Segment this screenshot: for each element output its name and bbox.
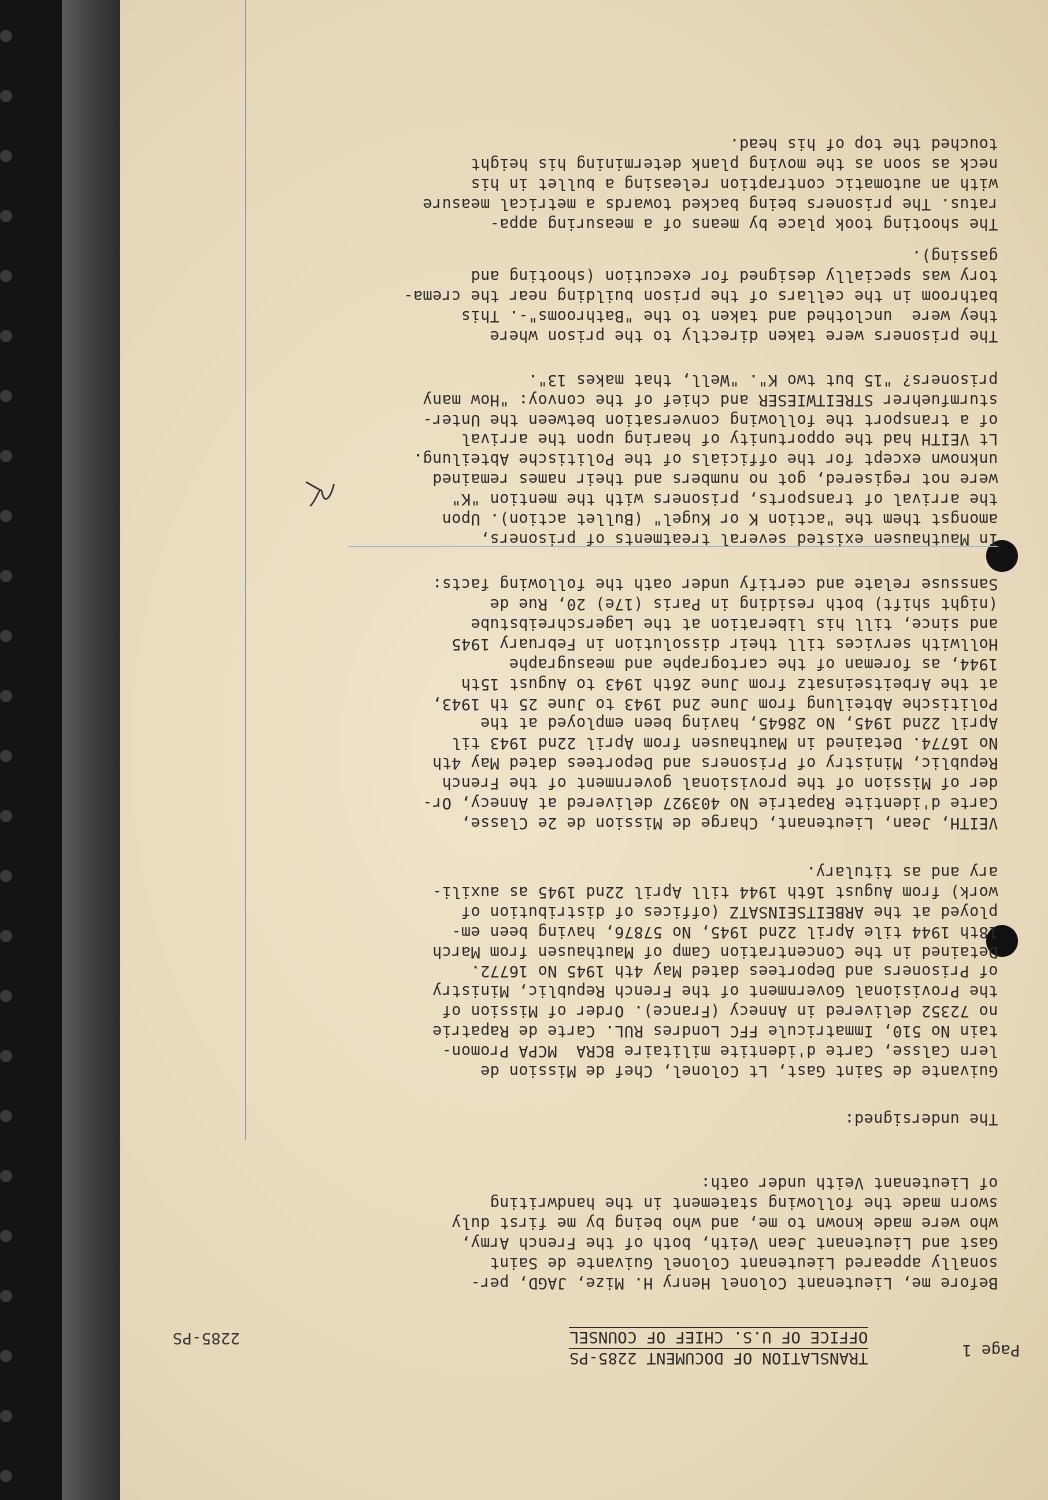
text-line: Sanssuse relate and certify under oath the following facts:	[432, 575, 998, 594]
text-line: no 72352 delivered in Annecy (France). Order of Mission of	[441, 1002, 998, 1021]
text-line: The prisoners were taken directly to the prison where	[489, 327, 998, 345]
binder-hole	[0, 1410, 12, 1422]
binder-hole	[0, 330, 12, 342]
document-code: 2285-PS	[172, 1329, 240, 1348]
heading-line-2: OFFICE OF U.S. CHIEF OF COUNSEL	[569, 1328, 868, 1347]
text-line: they were unclothed and taken to the "Bathrooms"-. This	[461, 307, 998, 326]
text-line: Gast and Lieutenant Jean Veith, both of the French Army,	[461, 1234, 998, 1253]
text-line: the arrival of transports, prisoners with the mention "K"	[451, 490, 998, 509]
margin-rule-horizontal	[348, 546, 998, 547]
text-line: sturmfuehrer STREITWIESER and chief of the convoy: "How many	[422, 390, 998, 409]
text-line: at the Arbeitseinsatz from June 26th 1943 to August 15th	[461, 674, 998, 693]
document-heading	[569, 1327, 868, 1368]
text-line: tory was specially designed for execution (shooting and	[470, 267, 998, 286]
text-line: sworn made the following statement in the handwriting	[489, 1194, 998, 1213]
binder-hole	[0, 390, 12, 402]
binder-hole	[0, 690, 12, 702]
paragraph-intro	[238, 1173, 998, 1292]
text-line: 1944, as foreman of the cartographe and measugraphe	[509, 654, 998, 673]
text-line: gassing).	[911, 247, 998, 266]
binder-hole	[0, 990, 12, 1002]
text-line: lern Calsse, Carte d'identite militaire BCRA MCPA Promon-	[441, 1042, 998, 1061]
binder-hole	[0, 810, 12, 822]
text-line: who were made known to me, and who being by me first duly	[451, 1214, 998, 1233]
binder-hole	[0, 150, 12, 162]
text-line: and since, till his liberation at the Lagerschreibstube	[470, 614, 998, 633]
text-line: Republic, Ministry of Prisoners and Deportees dated May 4th	[432, 754, 998, 773]
binder-hole	[0, 630, 12, 642]
text-line: neck as soon as the moving plank determining his height	[470, 155, 998, 174]
binder-hole	[0, 930, 12, 942]
paragraph-veith	[238, 573, 998, 832]
text-line: 18th 1944 tile April 22nd 1945, No 57876, having been em-	[451, 922, 998, 941]
text-line: of Prisoners and Deportees dated May 4th 1945 No 16772.	[470, 962, 998, 981]
text-line: Guivante de Saint Gast, Lt Colonel, Chef de Mission de	[480, 1062, 998, 1080]
binder-hole	[0, 750, 12, 762]
text-line: work) from August 16th 1944 till April 22nd 1945 as auxili-	[432, 882, 998, 901]
binder-hole	[0, 1470, 12, 1482]
text-line: In Mauthausen existed several treatments of prisoners,	[480, 530, 998, 548]
text-line: of Lieutenant Veith under oath:	[700, 1174, 998, 1193]
text-line: sonally appeared Lieutenant Colonel Guivante de Saint	[489, 1254, 998, 1273]
text-line: were not regisered, got no numbers and their names remained	[432, 470, 998, 489]
text-line: tain No 510, Immatricule FFC Londres RUL. Carte de Rapatrie	[432, 1022, 998, 1041]
text-line: No 16774. Detained in Mauthausen from April 22nd 1943 til	[451, 734, 998, 753]
text-line: Lt VEITH had the opportunity of hearing upon the arrival	[461, 430, 998, 449]
heading-line-1: TRANSLATION OF DOCUMENT 2285-PS	[569, 1349, 868, 1368]
text-line: unknown except for the officials of the Politische Abteilung.	[413, 450, 998, 469]
binder-hole	[0, 210, 12, 222]
text-line: touched the top of his head.	[729, 135, 998, 154]
binder-hole	[0, 510, 12, 522]
paragraph-undersigned	[238, 1108, 998, 1128]
binder-hole	[0, 30, 12, 42]
binder-hole	[0, 450, 12, 462]
text-line: Before me, Lieutenant Colonel Henry H. Mize, JAGD, per-	[470, 1274, 998, 1292]
binder-edge	[62, 0, 120, 1500]
text-line: bathroom in the cellars of the prison building near the crema-	[403, 287, 998, 306]
binder-hole	[0, 570, 12, 582]
text-line: Carte d'identite Rapatrie No 403927 delivered at Annecy, Or-	[422, 794, 998, 813]
binder-hole	[0, 270, 12, 282]
text-line: amongst them the "action K or Kugel" (Bullet action). Upon	[441, 510, 998, 529]
binder-hole	[0, 1290, 12, 1302]
paragraph-shooting	[238, 133, 998, 233]
binder-hole	[0, 870, 12, 882]
text-line: VEITH, Jean, Lieutenant, Charge de Mission de 2e Classe,	[461, 814, 998, 832]
text-line: der of Mission of the provisional government of the French	[441, 774, 998, 793]
paragraph-prison	[238, 245, 998, 345]
binder-hole	[0, 90, 12, 102]
text-line: ployed at the ARBEITSEINSATZ (offices of distribution of	[461, 902, 998, 921]
document-body-rotated	[120, 0, 1048, 1500]
text-line: The shooting took place by means of a measuring appa-	[489, 215, 998, 233]
text-line: (night shift) both residing in Paris (17e) 20, Rue de	[489, 595, 998, 614]
text-line: Politische Abteilung from June 2nd 1943 to June 25 th 1943,	[432, 694, 998, 713]
text-line: ary and as titulary.	[806, 862, 998, 881]
text-line: The undersigned:	[844, 1110, 998, 1128]
text-line: April 22nd 1945, No 28645, having been employed at the	[480, 714, 998, 733]
page-number: Page 1	[962, 1341, 1020, 1360]
binder-hole	[0, 1050, 12, 1062]
handwritten-initial-icon	[300, 474, 340, 514]
binder-hole	[0, 1170, 12, 1182]
text-line: Hollwith services till their dissolution in February 1945	[451, 634, 998, 653]
paragraph-guivante	[238, 861, 998, 1080]
text-line: Detained in the Concentration Camp of Mauthausen from March	[432, 942, 998, 961]
text-line: with an automatic contraption releasing a bullet in his	[470, 175, 998, 194]
text-line: prisoners? "15 but two K". "Well, that makes 13".	[528, 370, 998, 389]
text-line: the Provisional Government of the French Republic, Ministry	[432, 982, 998, 1001]
text-line: ratus. The prisoners being backed towards a metrical measure	[422, 195, 998, 214]
binder-hole	[0, 1230, 12, 1242]
binder-hole	[0, 1110, 12, 1122]
binder-strip	[0, 0, 62, 1500]
binder-hole	[0, 1350, 12, 1362]
paragraph-action-k	[238, 369, 998, 548]
text-line: of a transport the following conversation between the Unter-	[422, 410, 998, 429]
